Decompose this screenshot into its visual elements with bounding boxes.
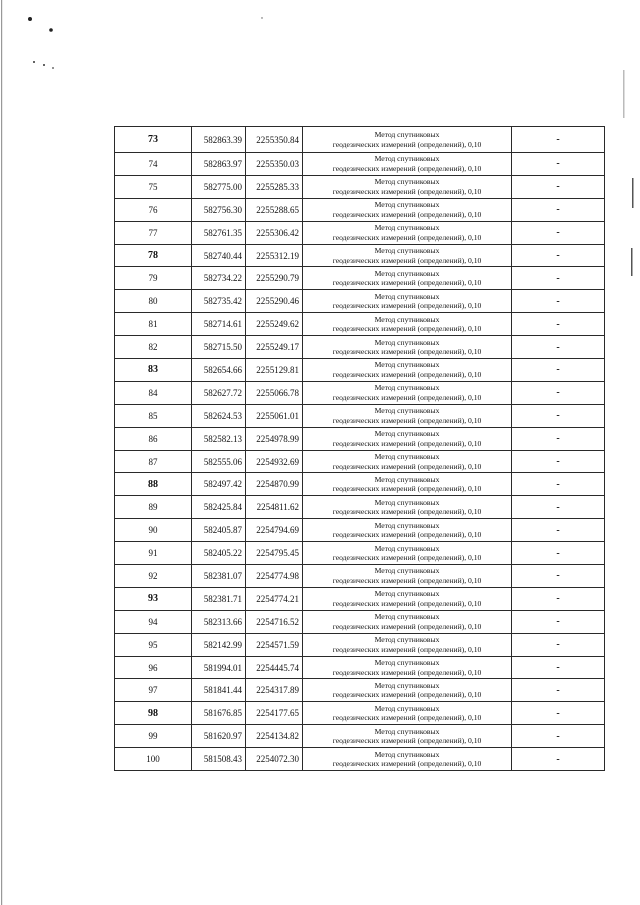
dash-cell: - xyxy=(512,427,605,450)
method-line-2: геодезических измерений (определений), 0,10 xyxy=(332,415,482,425)
table-row xyxy=(115,565,605,588)
coordinate-x: 582715.50 xyxy=(192,336,246,359)
dash-cell: - xyxy=(512,290,605,313)
method-line-2: геодезических измерений (определений), 0,10 xyxy=(332,163,482,173)
dash-cell: - xyxy=(512,565,605,588)
method-line-2: геодезических измерений (определений), 0,10 xyxy=(332,209,482,219)
method-line-1: Метод спутниковых xyxy=(374,749,440,759)
method-line-1: Метод спутниковых xyxy=(374,337,440,347)
method-line-2: геодезических измерений (определений), 0,10 xyxy=(332,621,482,631)
coordinate-y: 2254716.52 xyxy=(246,610,303,633)
point-number: 74 xyxy=(115,153,192,176)
dash-cell: - xyxy=(512,656,605,679)
method-line-1: Метод спутниковых xyxy=(374,635,440,645)
method-cell xyxy=(303,198,512,221)
method-line-1: Метод спутниковых xyxy=(374,130,440,139)
dash-cell: - xyxy=(512,244,605,267)
coordinate-y: 2255312.19 xyxy=(246,244,303,267)
method-line-1: Метод спутниковых xyxy=(374,223,440,233)
dash-cell: - xyxy=(512,519,605,542)
coordinate-y: 2255306.42 xyxy=(246,221,303,244)
method-line-1: Метод спутниковых xyxy=(374,429,440,439)
coordinate-x: 581508.43 xyxy=(192,748,246,771)
dash-cell: - xyxy=(512,198,605,221)
table-row xyxy=(115,473,605,496)
table-row xyxy=(115,153,605,176)
table-row xyxy=(115,404,605,427)
method-line-2: геодезических измерений (определений), 0,10 xyxy=(332,530,482,540)
method-line-1: Метод спутниковых xyxy=(374,566,440,576)
coordinate-y: 2255288.65 xyxy=(246,198,303,221)
coordinate-x: 582381.07 xyxy=(192,565,246,588)
coordinate-x: 581841.44 xyxy=(192,679,246,702)
coordinate-x: 581676.85 xyxy=(192,702,246,725)
coordinate-y: 2254774.21 xyxy=(246,587,303,610)
dash-cell: - xyxy=(512,679,605,702)
point-number: 89 xyxy=(115,496,192,519)
method-line-1: Метод спутниковых xyxy=(374,658,440,668)
coordinate-x: 582627.72 xyxy=(192,381,246,404)
table-row xyxy=(115,244,605,267)
coordinate-y: 2255129.81 xyxy=(246,359,303,382)
method-line-1: Метод спутниковых xyxy=(374,200,440,210)
coordinate-y: 2255290.46 xyxy=(246,290,303,313)
method-line-2: геодезических измерений (определений), 0,10 xyxy=(332,713,482,723)
dash-cell: - xyxy=(512,542,605,565)
table-row xyxy=(115,427,605,450)
dash-cell: - xyxy=(512,702,605,725)
coordinate-x: 582761.35 xyxy=(192,221,246,244)
coordinate-y: 2255290.79 xyxy=(246,267,303,290)
method-line-2: геодезических измерений (определений), 0,10 xyxy=(332,278,482,288)
table-row xyxy=(115,290,605,313)
coordinate-x: 582863.97 xyxy=(192,153,246,176)
table-row xyxy=(115,542,605,565)
point-number: 94 xyxy=(115,610,192,633)
table-row xyxy=(115,679,605,702)
table-row xyxy=(115,702,605,725)
point-number: 95 xyxy=(115,633,192,656)
point-number: 78 xyxy=(115,244,192,267)
method-line-2: геодезических измерений (определений), 0,10 xyxy=(332,324,482,334)
method-line-1: Метод спутниковых xyxy=(374,360,440,370)
dash-cell: - xyxy=(512,725,605,748)
point-number: 100 xyxy=(115,748,192,771)
coordinate-x: 582775.00 xyxy=(192,175,246,198)
coordinate-x: 582740.44 xyxy=(192,244,246,267)
coordinate-y: 2255285.33 xyxy=(246,175,303,198)
method-cell xyxy=(303,565,512,588)
method-cell xyxy=(303,702,512,725)
coordinate-x: 582624.53 xyxy=(192,404,246,427)
method-cell xyxy=(303,153,512,176)
method-cell xyxy=(303,290,512,313)
table-row xyxy=(115,267,605,290)
method-line-1: Метод спутниковых xyxy=(374,474,440,484)
coordinate-y: 2255249.17 xyxy=(246,336,303,359)
method-line-2: геодезических измерений (определений), 0,10 xyxy=(332,553,482,563)
coordinate-y: 2255249.62 xyxy=(246,313,303,336)
dash-cell: - xyxy=(512,587,605,610)
coordinate-y: 2255066.78 xyxy=(246,381,303,404)
method-line-1: Метод спутниковых xyxy=(374,314,440,324)
method-cell xyxy=(303,633,512,656)
table-row xyxy=(115,450,605,473)
method-line-2: геодезических измерений (определений), 0,10 xyxy=(332,347,482,357)
coordinate-y: 2254317.89 xyxy=(246,679,303,702)
method-line-2: геодезических измерений (определений), 0,10 xyxy=(332,759,482,769)
coordinate-y: 2255350.03 xyxy=(246,153,303,176)
point-number: 99 xyxy=(115,725,192,748)
method-cell xyxy=(303,244,512,267)
table-row xyxy=(115,175,605,198)
dash-cell: - xyxy=(512,313,605,336)
table-row xyxy=(115,656,605,679)
method-line-1: Метод спутниковых xyxy=(374,497,440,507)
point-number: 75 xyxy=(115,175,192,198)
point-number: 91 xyxy=(115,542,192,565)
method-line-2: геодезических измерений (определений), 0,10 xyxy=(332,690,482,700)
table-row xyxy=(115,496,605,519)
method-line-2: геодезических измерений (определений), 0,10 xyxy=(332,301,482,311)
coordinate-x: 581620.97 xyxy=(192,725,246,748)
point-number: 79 xyxy=(115,267,192,290)
dash-cell: - xyxy=(512,153,605,176)
table-row xyxy=(115,381,605,404)
dash-cell: - xyxy=(512,496,605,519)
coordinate-y: 2255061.01 xyxy=(246,404,303,427)
method-cell xyxy=(303,748,512,771)
table-row xyxy=(115,610,605,633)
coordinate-x: 582381.71 xyxy=(192,587,246,610)
dash-cell: - xyxy=(512,381,605,404)
dash-cell: - xyxy=(512,127,605,153)
coordinate-y: 2254571.59 xyxy=(246,633,303,656)
table-row xyxy=(115,748,605,771)
dash-cell: - xyxy=(512,404,605,427)
method-line-2: геодезических измерений (определений), 0,10 xyxy=(332,484,482,494)
method-cell xyxy=(303,127,512,153)
table-row xyxy=(115,587,605,610)
table-row xyxy=(115,313,605,336)
dash-cell: - xyxy=(512,450,605,473)
coordinate-y: 2255350.84 xyxy=(246,127,303,153)
coordinate-x: 582405.87 xyxy=(192,519,246,542)
method-line-1: Метод спутниковых xyxy=(374,383,440,393)
method-cell xyxy=(303,725,512,748)
method-line-2: геодезических измерений (определений), 0,10 xyxy=(332,438,482,448)
method-cell xyxy=(303,336,512,359)
dash-cell: - xyxy=(512,633,605,656)
point-number: 85 xyxy=(115,404,192,427)
point-number: 84 xyxy=(115,381,192,404)
coordinate-y: 2254870.99 xyxy=(246,473,303,496)
table-row xyxy=(115,359,605,382)
table-row xyxy=(115,198,605,221)
method-line-2: геодезических измерений (определений), 0,10 xyxy=(332,232,482,242)
method-line-1: Метод спутниковых xyxy=(374,452,440,462)
method-line-2: геодезических измерений (определений), 0,10 xyxy=(332,139,482,149)
point-number: 76 xyxy=(115,198,192,221)
point-number: 77 xyxy=(115,221,192,244)
table-row xyxy=(115,725,605,748)
method-line-2: геодезических измерений (определений), 0,10 xyxy=(332,667,482,677)
coordinate-x: 582735.42 xyxy=(192,290,246,313)
dash-cell: - xyxy=(512,359,605,382)
coordinate-x: 582714.61 xyxy=(192,313,246,336)
point-number: 82 xyxy=(115,336,192,359)
method-cell xyxy=(303,610,512,633)
method-cell xyxy=(303,450,512,473)
method-cell xyxy=(303,519,512,542)
method-line-2: геодезических измерений (определений), 0,10 xyxy=(332,186,482,196)
method-line-1: Метод спутниковых xyxy=(374,726,440,736)
dash-cell: - xyxy=(512,175,605,198)
point-number: 92 xyxy=(115,565,192,588)
coordinate-x: 582405.22 xyxy=(192,542,246,565)
method-line-2: геодезических измерений (определений), 0,10 xyxy=(332,736,482,746)
point-number: 93 xyxy=(115,587,192,610)
method-cell xyxy=(303,221,512,244)
coordinate-y: 2254978.99 xyxy=(246,427,303,450)
coordinate-x: 582313.66 xyxy=(192,610,246,633)
method-cell xyxy=(303,542,512,565)
coordinate-y: 2254794.69 xyxy=(246,519,303,542)
method-line-2: геодезических измерений (определений), 0,10 xyxy=(332,598,482,608)
method-line-1: Метод спутниковых xyxy=(374,406,440,416)
coordinate-y: 2254072.30 xyxy=(246,748,303,771)
method-line-1: Метод спутниковых xyxy=(374,680,440,690)
coordinate-y: 2254774.98 xyxy=(246,565,303,588)
method-cell xyxy=(303,404,512,427)
point-number: 96 xyxy=(115,656,192,679)
method-line-1: Метод спутниковых xyxy=(374,291,440,301)
point-number: 81 xyxy=(115,313,192,336)
coordinate-y: 2254445.74 xyxy=(246,656,303,679)
coordinate-y: 2254811.62 xyxy=(246,496,303,519)
method-line-2: геодезических измерений (определений), 0,10 xyxy=(332,392,482,402)
method-cell xyxy=(303,679,512,702)
dash-cell: - xyxy=(512,336,605,359)
method-line-1: Метод спутниковых xyxy=(374,612,440,622)
coordinate-y: 2254177.65 xyxy=(246,702,303,725)
method-line-1: Метод спутниковых xyxy=(374,589,440,599)
method-line-2: геодезических измерений (определений), 0,10 xyxy=(332,644,482,654)
coordinate-x: 582555.06 xyxy=(192,450,246,473)
method-line-2: геодезических измерений (определений), 0,10 xyxy=(332,507,482,517)
method-cell xyxy=(303,313,512,336)
method-line-1: Метод спутниковых xyxy=(374,246,440,255)
coordinate-x: 582142.99 xyxy=(192,633,246,656)
coordinate-x: 581994.01 xyxy=(192,656,246,679)
method-cell xyxy=(303,381,512,404)
table-row xyxy=(115,221,605,244)
method-cell xyxy=(303,656,512,679)
coordinate-x: 582756.30 xyxy=(192,198,246,221)
table-row xyxy=(115,519,605,542)
point-number: 90 xyxy=(115,519,192,542)
coordinate-y: 2254795.45 xyxy=(246,542,303,565)
coordinate-x: 582863.39 xyxy=(192,127,246,153)
method-line-2: геодезических измерений (определений), 0,10 xyxy=(332,255,482,265)
method-line-1: Метод спутниковых xyxy=(374,703,440,713)
dash-cell: - xyxy=(512,267,605,290)
coordinate-y: 2254932.69 xyxy=(246,450,303,473)
coordinate-x: 582497.42 xyxy=(192,473,246,496)
method-cell xyxy=(303,359,512,382)
method-line-2: геодезических измерений (определений), 0,10 xyxy=(332,575,482,585)
table-row xyxy=(115,633,605,656)
method-line-2: геодезических измерений (определений), 0,10 xyxy=(332,461,482,471)
method-line-1: Метод спутниковых xyxy=(374,177,440,187)
method-cell xyxy=(303,427,512,450)
table-row xyxy=(115,336,605,359)
point-number: 86 xyxy=(115,427,192,450)
dash-cell: - xyxy=(512,473,605,496)
point-number: 98 xyxy=(115,702,192,725)
dash-cell: - xyxy=(512,748,605,771)
method-line-1: Метод спутниковых xyxy=(374,543,440,553)
method-cell xyxy=(303,473,512,496)
point-number: 88 xyxy=(115,473,192,496)
point-number: 83 xyxy=(115,359,192,382)
method-cell xyxy=(303,587,512,610)
dash-cell: - xyxy=(512,221,605,244)
coordinate-x: 582734.22 xyxy=(192,267,246,290)
method-cell xyxy=(303,496,512,519)
method-cell xyxy=(303,267,512,290)
method-line-1: Метод спутниковых xyxy=(374,520,440,530)
method-cell xyxy=(303,175,512,198)
coordinate-x: 582582.13 xyxy=(192,427,246,450)
point-number: 97 xyxy=(115,679,192,702)
coordinate-x: 582425.84 xyxy=(192,496,246,519)
dash-cell: - xyxy=(512,610,605,633)
point-number: 73 xyxy=(115,127,192,153)
table-row xyxy=(115,127,605,153)
method-line-1: Метод спутниковых xyxy=(374,154,440,164)
coordinate-y: 2254134.82 xyxy=(246,725,303,748)
point-number: 80 xyxy=(115,290,192,313)
coordinates-table xyxy=(114,126,605,771)
method-line-1: Метод спутниковых xyxy=(374,268,440,278)
point-number: 87 xyxy=(115,450,192,473)
method-line-2: геодезических измерений (определений), 0,10 xyxy=(332,369,482,379)
coordinate-x: 582654.66 xyxy=(192,359,246,382)
